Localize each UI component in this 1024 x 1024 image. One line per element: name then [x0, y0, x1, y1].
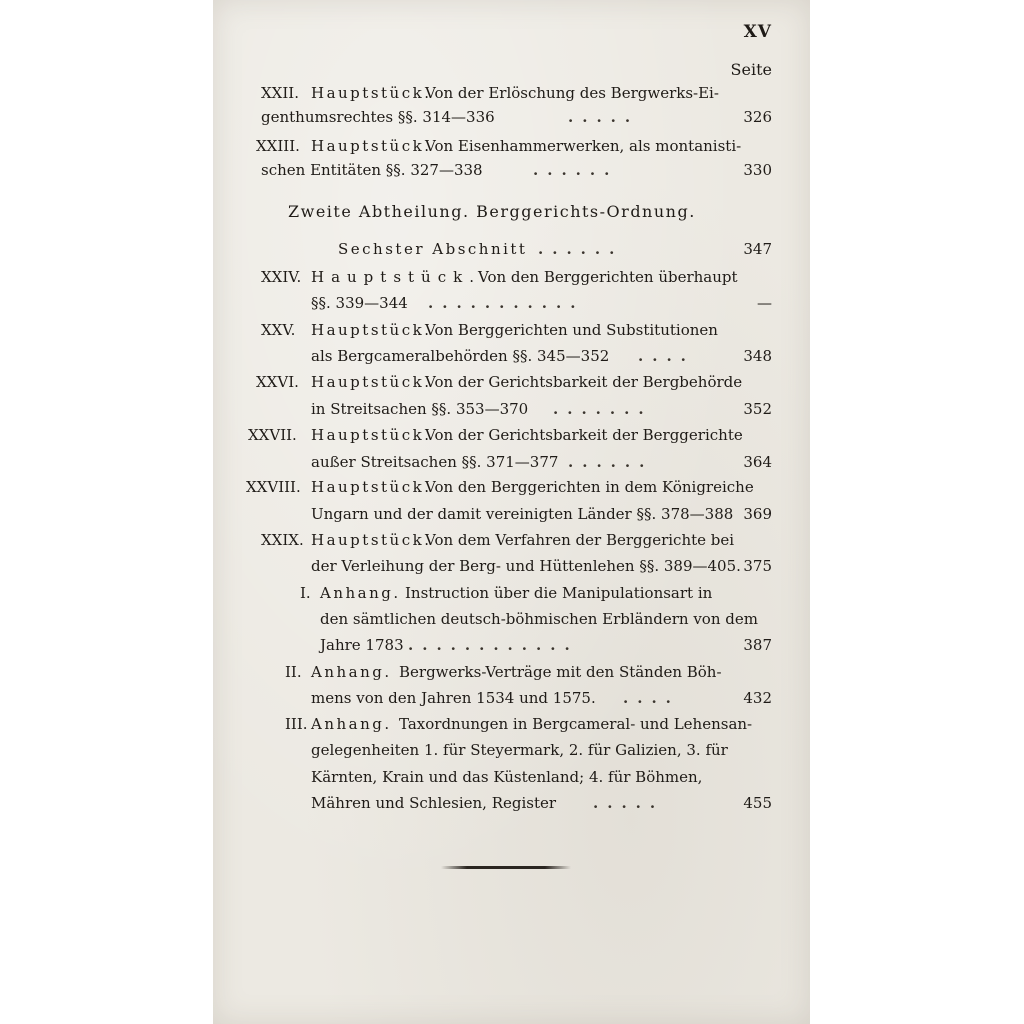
toc-entry-xxix-line1 [213, 527, 810, 553]
toc-entry-xxvi-line2 [213, 396, 810, 422]
entry-number: XXIII. [256, 137, 300, 155]
toc-appendix-i-line3 [213, 632, 810, 658]
entry-word: Hauptstück. [311, 531, 432, 549]
entry-title-line1: Von Berggerichten und Substitutionen [425, 321, 718, 339]
toc-entry-xxviii-line1 [213, 474, 810, 500]
leader-dots: ...... [568, 453, 654, 471]
appendix-title-line3: Jahre 1783 [320, 636, 404, 654]
entry-title-line1: Von der Gerichtsbarkeit der Berggerichte [425, 426, 743, 444]
entry-title-line1: Von Eisenhammerwerken, als montanisti- [425, 137, 742, 155]
toc-entry-xxii-line2 [213, 104, 810, 130]
entry-word: Hauptstück. [311, 268, 481, 286]
toc-appendix-iii-line4 [213, 790, 810, 816]
appendix-word: Anhang. [311, 715, 392, 733]
appendix-number: I. [300, 584, 311, 602]
appendix-title-line1: Instruction über die Manipulationsart in [405, 584, 713, 602]
toc-appendix-i-line2 [213, 606, 810, 632]
toc-appendix-ii-line2 [213, 685, 810, 711]
appendix-number: II. [285, 663, 302, 681]
page-number: 375 [743, 557, 772, 575]
appendix-word: Anhang. [320, 584, 401, 602]
entry-number: XXIV. [261, 268, 302, 286]
entry-title-line2: Ungarn und der damit vereinigten Länder §§. 378—388 [311, 505, 734, 523]
leader-dots: ...... [533, 161, 619, 179]
page-number: 348 [743, 347, 772, 365]
appendix-title-line2: gelegenheiten 1. für Steyermark, 2. für Galizien, 3. für [311, 741, 728, 759]
entry-title-line1: Von den Berggerichten überhaupt [478, 268, 738, 286]
page-number: 330 [743, 161, 772, 179]
toc-appendix-i-line1 [213, 580, 810, 606]
closing-rule [441, 866, 571, 869]
page-number: — [757, 294, 772, 312]
entry-word: Hauptstück. [311, 321, 432, 339]
appendix-title-line4: Mähren und Schlesien, Register [311, 794, 557, 812]
appendix-word: Anhang. [311, 663, 392, 681]
toc-entry-xxix-line2 [213, 553, 810, 579]
toc-entry-xxvii-line2 [213, 449, 810, 475]
entry-title-line1: Von der Erlöschung des Bergwerks-Ei- [425, 84, 719, 102]
entry-number: XXVIII. [246, 478, 301, 496]
entry-title-line2: schen Entitäten §§. 327—338 [261, 161, 483, 179]
leader-dots: ...... [538, 240, 624, 258]
page-number: 352 [743, 400, 772, 418]
toc-appendix-ii-line1 [213, 659, 810, 685]
entry-word: Hauptstück. [311, 373, 432, 391]
entry-title-line2: §§. 339—344 [311, 294, 408, 312]
toc-entry-xxiv-line2 [213, 290, 810, 316]
toc-section-sechster-abschnitt [213, 236, 810, 262]
entry-title-line1: Von den Berggerichten in dem Königreiche [425, 478, 754, 496]
leader-dots: .... [638, 347, 695, 365]
leader-dots: ....... [553, 400, 653, 418]
entry-title-line2: in Streitsachen §§. 353—370 [311, 400, 529, 418]
toc-entry-xxii-line1 [213, 80, 810, 106]
entry-title-line1: Von dem Verfahren der Berggerichte bei [425, 531, 735, 549]
appendix-title-line3: Kärnten, Krain und das Küstenland; 4. für Böhmen, [311, 768, 703, 786]
appendix-title-line1: Bergwerks-Verträge mit den Ständen Böh- [399, 663, 722, 681]
appendix-title-line2: mens von den Jahren 1534 und 1575. [311, 689, 596, 707]
entry-number: XXV. [261, 321, 296, 339]
entry-number: XXII. [261, 84, 299, 102]
entry-title-line2: als Bergcameralbehörden §§. 345—352 [311, 347, 610, 365]
section-title: Sechster Abschnitt [338, 240, 528, 258]
entry-number: XXIX. [261, 531, 304, 549]
appendix-number: III. [285, 715, 308, 733]
appendix-title-line2: den sämtlichen deutsch-böhmischen Erbländern von dem [320, 610, 758, 628]
entry-title-line2: außer Streitsachen §§. 371—377 [311, 453, 559, 471]
leader-dots: ........... [428, 294, 585, 312]
entry-title-line2: genthumsrechtes §§. 314—336 [261, 108, 495, 126]
entry-title-line1: Von der Gerichtsbarkeit der Bergbehörde [425, 373, 743, 391]
toc-entry-xxviii-line2 [213, 501, 810, 527]
entry-title-line2: der Verleihung der Berg- und Hüttenlehen §§. 389—405. [311, 557, 741, 575]
toc-appendix-iii-line3 [213, 764, 810, 790]
page-number: 387 [743, 636, 772, 654]
appendix-title-line1: Taxordnungen in Bergcameral- und Lehensan- [399, 715, 753, 733]
leader-dots: ..... [593, 794, 665, 812]
page-number: 455 [743, 794, 772, 812]
toc-entry-xxvii-line1 [213, 422, 810, 448]
seite-label: Seite [730, 60, 772, 79]
toc-entry-xxv-line1 [213, 317, 810, 343]
toc-entry-xxiii-line2 [213, 157, 810, 183]
toc-entry-xxiii-line1 [213, 133, 810, 159]
page-number: 369 [743, 505, 772, 523]
page-number: 347 [743, 240, 772, 258]
entry-word: Hauptstück. [311, 137, 432, 155]
leader-dots: ..... [568, 108, 640, 126]
folio-number: XV [743, 22, 772, 42]
toc-appendix-iii-line1 [213, 711, 810, 737]
section-heading: Zweite Abtheilung. Berggerichts-Ordnung. [288, 202, 696, 221]
leader-dots: .... [623, 689, 680, 707]
toc-entry-xxv-line2 [213, 343, 810, 369]
toc-entry-xxvi-line1 [213, 369, 810, 395]
leader-dots: ............ [408, 636, 579, 654]
toc-appendix-iii-line2 [213, 737, 810, 763]
book-page [213, 0, 810, 1024]
toc-entry-xxiv-line1 [213, 264, 810, 290]
page-number: 364 [743, 453, 772, 471]
entry-word: Hauptstück. [311, 426, 432, 444]
entry-number: XXVII. [248, 426, 297, 444]
entry-word: Hauptstück. [311, 478, 432, 496]
page-number: 432 [743, 689, 772, 707]
entry-number: XXVI. [256, 373, 299, 391]
entry-word: Hauptstück. [311, 84, 432, 102]
page-number: 326 [743, 108, 772, 126]
